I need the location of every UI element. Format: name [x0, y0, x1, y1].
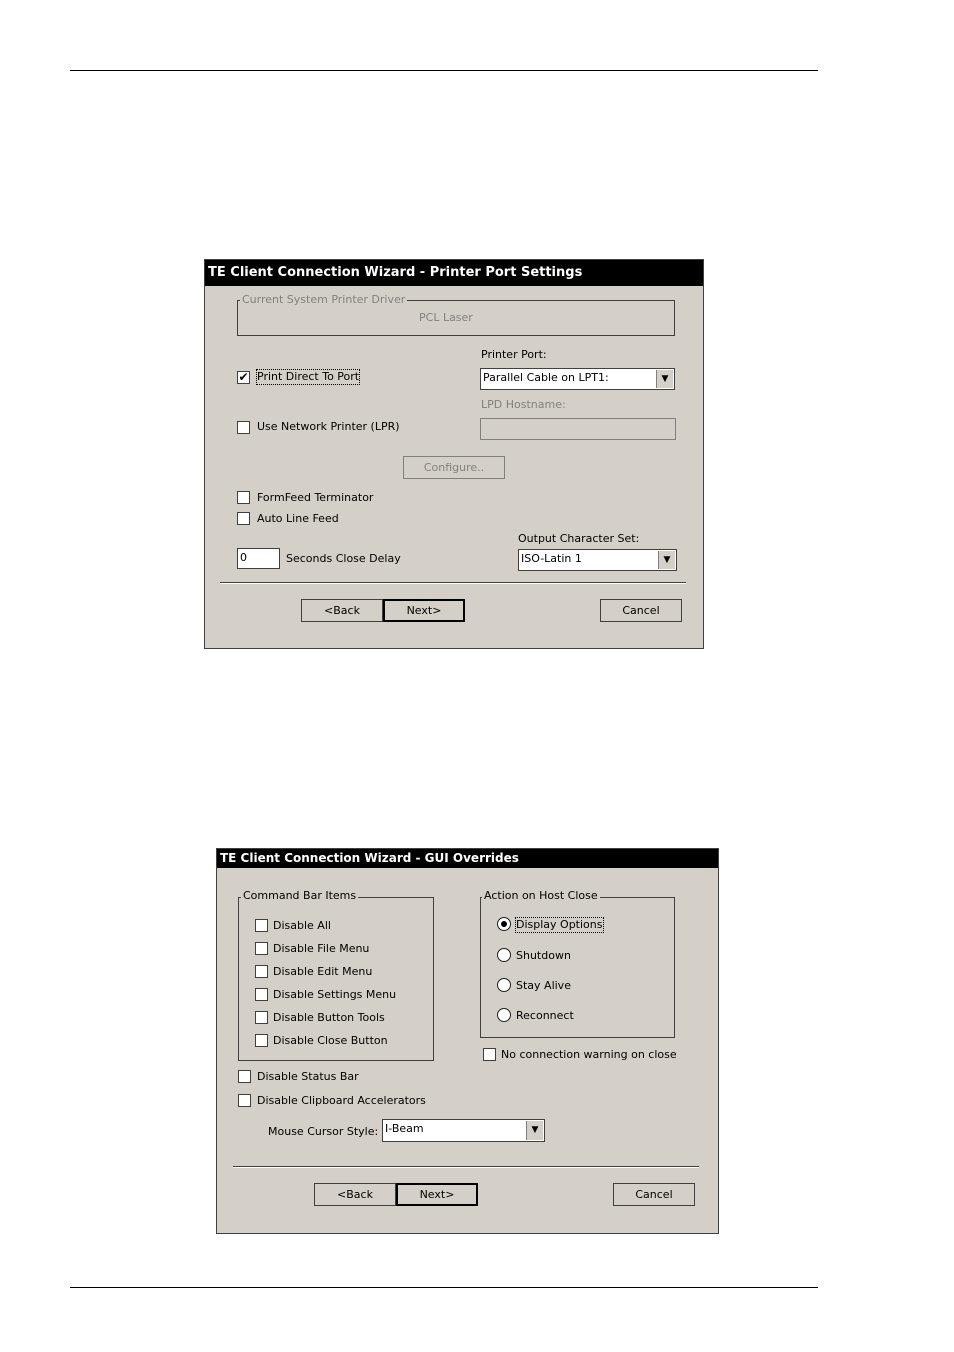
dropdown-arrow-icon[interactable]: ▼ — [526, 1121, 543, 1140]
disable-close-button-checkbox[interactable] — [255, 1034, 268, 1047]
dialog-title-bar — [217, 849, 718, 868]
shutdown-label[interactable]: Shutdown — [516, 949, 571, 962]
cancel-button[interactable]: Cancel — [613, 1183, 695, 1206]
lpd-hostname-input[interactable] — [480, 418, 676, 440]
command-bar-group-title: Command Bar Items — [243, 889, 357, 902]
cancel-button[interactable]: Cancel — [600, 599, 682, 622]
disable-button-tools-label[interactable]: Disable Button Tools — [273, 1011, 385, 1024]
printer-port-label: Printer Port: — [481, 348, 547, 361]
button-separator — [233, 1166, 699, 1168]
action-on-close-group-title: Action on Host Close — [484, 889, 598, 902]
disable-file-menu-checkbox[interactable] — [255, 942, 268, 955]
no-connection-warning-checkbox[interactable] — [483, 1048, 496, 1061]
back-button[interactable]: <Back — [301, 599, 383, 622]
dialog-title: TE Client Connection Wizard - Printer Port Settings — [208, 265, 583, 280]
dropdown-arrow-icon[interactable]: ▼ — [656, 370, 673, 388]
disable-file-menu-label[interactable]: Disable File Menu — [273, 942, 370, 955]
no-connection-warning-label[interactable]: No connection warning on close — [501, 1048, 677, 1061]
bottom-rule — [70, 1287, 818, 1288]
disable-clipboard-checkbox[interactable] — [238, 1094, 251, 1107]
shutdown-radio[interactable] — [497, 948, 511, 962]
use-network-checkbox[interactable] — [237, 421, 250, 434]
stay-alive-label[interactable]: Stay Alive — [516, 979, 571, 992]
mouse-cursor-label: Mouse Cursor Style: — [268, 1125, 379, 1138]
disable-status-bar-checkbox[interactable] — [238, 1070, 251, 1083]
disable-all-label[interactable]: Disable All — [273, 919, 331, 932]
dialog-title-bar — [205, 260, 703, 286]
next-button[interactable]: Next> — [383, 599, 465, 622]
disable-all-checkbox[interactable] — [255, 919, 268, 932]
disable-close-button-label[interactable]: Disable Close Button — [273, 1034, 388, 1047]
printer-port-select[interactable] — [480, 368, 675, 390]
disable-button-tools-checkbox[interactable] — [255, 1011, 268, 1024]
disable-settings-menu-label[interactable]: Disable Settings Menu — [273, 988, 397, 1001]
disable-settings-menu-checkbox[interactable] — [255, 988, 268, 1001]
seconds-label: Seconds Close Delay — [286, 552, 401, 565]
reconnect-radio[interactable] — [497, 1008, 511, 1022]
use-network-label[interactable]: Use Network Printer (LPR) — [257, 420, 400, 433]
formfeed-label[interactable]: FormFeed Terminator — [257, 491, 374, 504]
printer-port-dialog — [204, 259, 704, 649]
disable-edit-menu-checkbox[interactable] — [255, 965, 268, 978]
mouse-cursor-select[interactable] — [382, 1119, 545, 1142]
driver-value: PCL Laser — [419, 311, 473, 324]
disable-status-bar-label[interactable]: Disable Status Bar — [257, 1070, 359, 1083]
lpd-hostname-label: LPD Hostname: — [481, 398, 566, 411]
gui-overrides-dialog — [216, 848, 719, 1234]
autolinefeed-checkbox[interactable] — [237, 512, 250, 525]
reconnect-label[interactable]: Reconnect — [516, 1009, 574, 1022]
disable-clipboard-label[interactable]: Disable Clipboard Accelerators — [257, 1094, 426, 1107]
stay-alive-radio[interactable] — [497, 978, 511, 992]
autolinefeed-label[interactable]: Auto Line Feed — [257, 512, 339, 525]
top-rule — [70, 70, 818, 71]
disable-edit-menu-label[interactable]: Disable Edit Menu — [273, 965, 373, 978]
display-options-radio[interactable] — [497, 917, 511, 931]
output-charset-value: ISO-Latin 1 — [521, 552, 582, 565]
next-button[interactable]: Next> — [396, 1183, 478, 1206]
mouse-cursor-value: I-Beam — [385, 1122, 424, 1135]
print-direct-checkbox[interactable]: ✔ — [238, 370, 249, 384]
output-charset-select[interactable] — [518, 549, 677, 571]
dialog-title: TE Client Connection Wizard - GUI Overrides — [220, 851, 519, 865]
formfeed-checkbox[interactable] — [237, 491, 250, 504]
display-options-label[interactable]: Display Options — [516, 918, 603, 931]
button-separator — [220, 582, 686, 584]
dropdown-arrow-icon[interactable]: ▼ — [658, 551, 675, 569]
print-direct-label[interactable]: Print Direct To Port — [257, 370, 360, 383]
configure-button[interactable]: Configure.. — [403, 456, 505, 479]
seconds-input[interactable]: 0 — [237, 548, 280, 569]
output-charset-label: Output Character Set: — [518, 532, 640, 545]
back-button[interactable]: <Back — [314, 1183, 396, 1206]
printer-port-value: Parallel Cable on LPT1: — [483, 371, 609, 384]
driver-group-title: Current System Printer Driver — [242, 293, 406, 306]
